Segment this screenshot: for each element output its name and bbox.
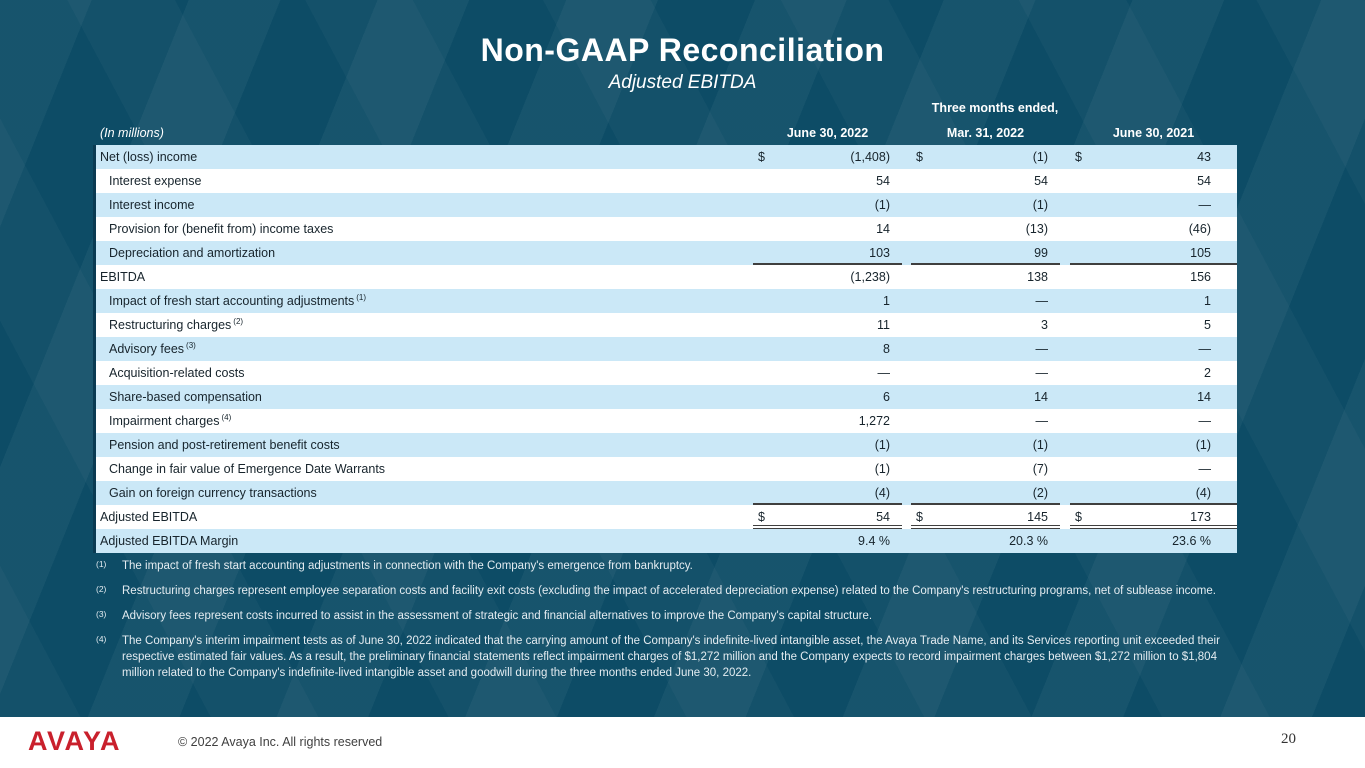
- cell-value: 173: [1190, 510, 1211, 524]
- cell-value: 105: [1190, 246, 1211, 260]
- in-millions-label: (In millions): [100, 126, 164, 140]
- table-row-advisory-fees: [96, 337, 1237, 361]
- footnote-1: [96, 558, 1236, 574]
- cell-value: (7): [1032, 462, 1048, 476]
- cell-value: —: [1035, 342, 1048, 356]
- footnote-text: The impact of fresh start accounting adjustments in connection with the Company's emergence from bankruptcy.: [122, 560, 693, 572]
- cell-value: 14: [876, 222, 890, 236]
- cell-value: —: [1198, 198, 1211, 212]
- footnote-ref: (4): [221, 412, 232, 422]
- cell-value: (1): [1032, 438, 1048, 452]
- footnote-ref: (1): [356, 292, 367, 302]
- row-label: Change in fair value of Emergence Date Warrants: [109, 462, 386, 476]
- cell-value: —: [1035, 366, 1048, 380]
- row-label: Restructuring charges: [109, 318, 232, 332]
- row-label: Acquisition-related costs: [109, 366, 245, 380]
- dollar-sign: $: [1075, 510, 1082, 524]
- footnote-text: Advisory fees represent costs incurred to assist in the assessment of strategic and financial alternatives to improve the Company's capital structure.: [122, 610, 873, 623]
- cell-value: —: [1035, 294, 1048, 308]
- cell-value: 14: [1034, 390, 1048, 404]
- cell-value: (1): [1032, 198, 1048, 212]
- footnote-text: The Company's interim impairment tests as of June 30, 2022 indicated that the carrying amount of the Company's indefinite-lived intangible asset, the Avaya Trade Name, and its Services reporting unit exceeded their respective estimated fair values. As a result, the preliminary financial statements reflect impairment charges of $1,272 million and the Company expects to record impairment charges between $1,272 million to $1,804 million related to the Company's indefinite-lived intangible asset and goodwill during the three months ended June 30, 2022.: [122, 635, 1220, 680]
- table-row-ebitda: [96, 265, 1237, 289]
- copyright-text: © 2022 Avaya Inc. All rights reserved: [178, 735, 383, 749]
- footer-bar: [0, 717, 1365, 768]
- cell-value: 1: [1204, 294, 1211, 308]
- cell-value: 138: [1027, 270, 1048, 284]
- cell-value: (1): [1032, 150, 1048, 164]
- cell-value: 11: [877, 318, 890, 332]
- table-row-restructuring-charges: [96, 313, 1237, 337]
- row-label: Adjusted EBITDA Margin: [100, 534, 239, 548]
- cell-value: 145: [1027, 510, 1048, 524]
- page-subtitle: Adjusted EBITDA: [608, 72, 757, 93]
- footnote-marker: (2): [96, 584, 107, 595]
- row-label: Provision for (benefit from) income taxes: [109, 222, 334, 236]
- row-label: Interest income: [109, 198, 195, 212]
- row-label: Impact of fresh start accounting adjustments: [109, 294, 355, 308]
- cell-value: —: [1198, 342, 1211, 356]
- cell-value: 23.6 %: [1172, 534, 1211, 548]
- cell-value: 1: [883, 294, 890, 308]
- cell-value: (13): [1025, 222, 1048, 236]
- table-row-share-based-compensation: [96, 385, 1237, 409]
- column-header-june-2022: June 30, 2022: [786, 126, 869, 140]
- footnote-marker: (1): [96, 559, 107, 569]
- cell-value: (1,408): [850, 150, 890, 164]
- page-number: 20: [1281, 731, 1296, 747]
- table-row-foreign-currency-gain: [96, 481, 1237, 505]
- row-label: Share-based compensation: [109, 390, 262, 404]
- cell-value: 54: [876, 174, 890, 188]
- row-label: Impairment charges: [109, 414, 220, 428]
- footnote-text: Restructuring charges represent employee separation costs and facility exit costs (excluding the impact of accelerated depreciation expense) related to the Company's restructuring programs, net of sublease income.: [122, 585, 1216, 598]
- cell-value: (1): [874, 438, 890, 452]
- financial-table: [93, 145, 1237, 553]
- row-label: Depreciation and amortization: [109, 246, 276, 260]
- cell-value: (2): [1032, 486, 1048, 500]
- column-header-mar-2022: Mar. 31, 2022: [946, 126, 1025, 140]
- cell-value: —: [1198, 414, 1211, 428]
- cell-value: 54: [1034, 174, 1048, 188]
- table-row-interest-income: [96, 193, 1237, 217]
- cell-value: (1): [874, 462, 890, 476]
- table-row-impairment-charges: [96, 409, 1237, 433]
- table-row-adjusted-ebitda-margin: [96, 529, 1237, 553]
- row-label: EBITDA: [100, 270, 146, 284]
- cell-value: (1): [874, 198, 890, 212]
- cell-value: (4): [874, 486, 890, 500]
- cell-value: —: [1198, 462, 1211, 476]
- table-column-headers: [96, 119, 1237, 143]
- dollar-sign: $: [1075, 150, 1082, 164]
- row-label: Gain on foreign currency transactions: [109, 486, 317, 500]
- table-row-interest-expense: [96, 169, 1237, 193]
- table-row-depreciation-amortization: [96, 241, 1237, 265]
- footnote-ref: (2): [233, 316, 244, 326]
- cell-value: 14: [1197, 390, 1211, 404]
- row-label: Advisory fees: [109, 342, 185, 356]
- cell-value: —: [877, 366, 890, 380]
- dollar-sign: $: [758, 510, 765, 524]
- cell-value: 43: [1197, 150, 1211, 164]
- dollar-sign: $: [916, 150, 923, 164]
- cell-value: 3: [1041, 318, 1048, 332]
- cell-value: 99: [1034, 246, 1048, 260]
- cell-value: 9.4 %: [858, 534, 890, 548]
- table-row-provision-income-taxes: [96, 217, 1237, 241]
- cell-value: 2: [1204, 366, 1211, 380]
- row-label: Interest expense: [109, 174, 202, 188]
- footnote-4: [96, 633, 1236, 681]
- dollar-sign: $: [916, 510, 923, 524]
- table-row-emergence-date-warrants: [96, 457, 1237, 481]
- dollar-sign: $: [758, 150, 765, 164]
- column-header-june-2021: June 30, 2021: [1112, 126, 1195, 140]
- cell-value: 156: [1190, 270, 1211, 284]
- cell-value: 54: [876, 510, 890, 524]
- avaya-logo: AVAYA: [28, 726, 122, 756]
- footnote-ref: (3): [186, 340, 196, 350]
- table-row-net-loss-income: [96, 145, 1237, 169]
- footnote-marker: (3): [96, 609, 107, 620]
- cell-value: 6: [883, 390, 890, 404]
- row-label: Pension and post-retirement benefit costs: [109, 438, 340, 452]
- table-row-fresh-start-adjustments: [96, 289, 1237, 313]
- row-label: Adjusted EBITDA: [100, 510, 198, 524]
- table-row-adjusted-ebitda: [96, 505, 1237, 529]
- footnote-3: [96, 608, 1236, 624]
- footnotes-section: [96, 558, 1236, 691]
- cell-value: 20.3 %: [1009, 534, 1048, 548]
- cell-value: 8: [883, 342, 890, 356]
- footnote-2: [96, 583, 1236, 599]
- cell-value: (4): [1195, 486, 1211, 500]
- period-header: Three months ended,: [931, 101, 1059, 115]
- cell-value: (46): [1188, 222, 1211, 236]
- cell-value: 103: [869, 246, 890, 260]
- footnote-marker: (4): [96, 634, 107, 645]
- row-label: Net (loss) income: [100, 150, 198, 164]
- cell-value: 54: [1197, 174, 1211, 188]
- cell-value: 1,272: [858, 414, 890, 428]
- cell-value: (1): [1195, 438, 1211, 452]
- cell-value: (1,238): [850, 270, 890, 284]
- table-row-pension-benefit-costs: [96, 433, 1237, 457]
- page-title: Non-GAAP Reconciliation: [480, 32, 885, 68]
- cell-value: —: [1035, 414, 1048, 428]
- table-row-acquisition-costs: [96, 361, 1237, 385]
- cell-value: 5: [1204, 318, 1211, 332]
